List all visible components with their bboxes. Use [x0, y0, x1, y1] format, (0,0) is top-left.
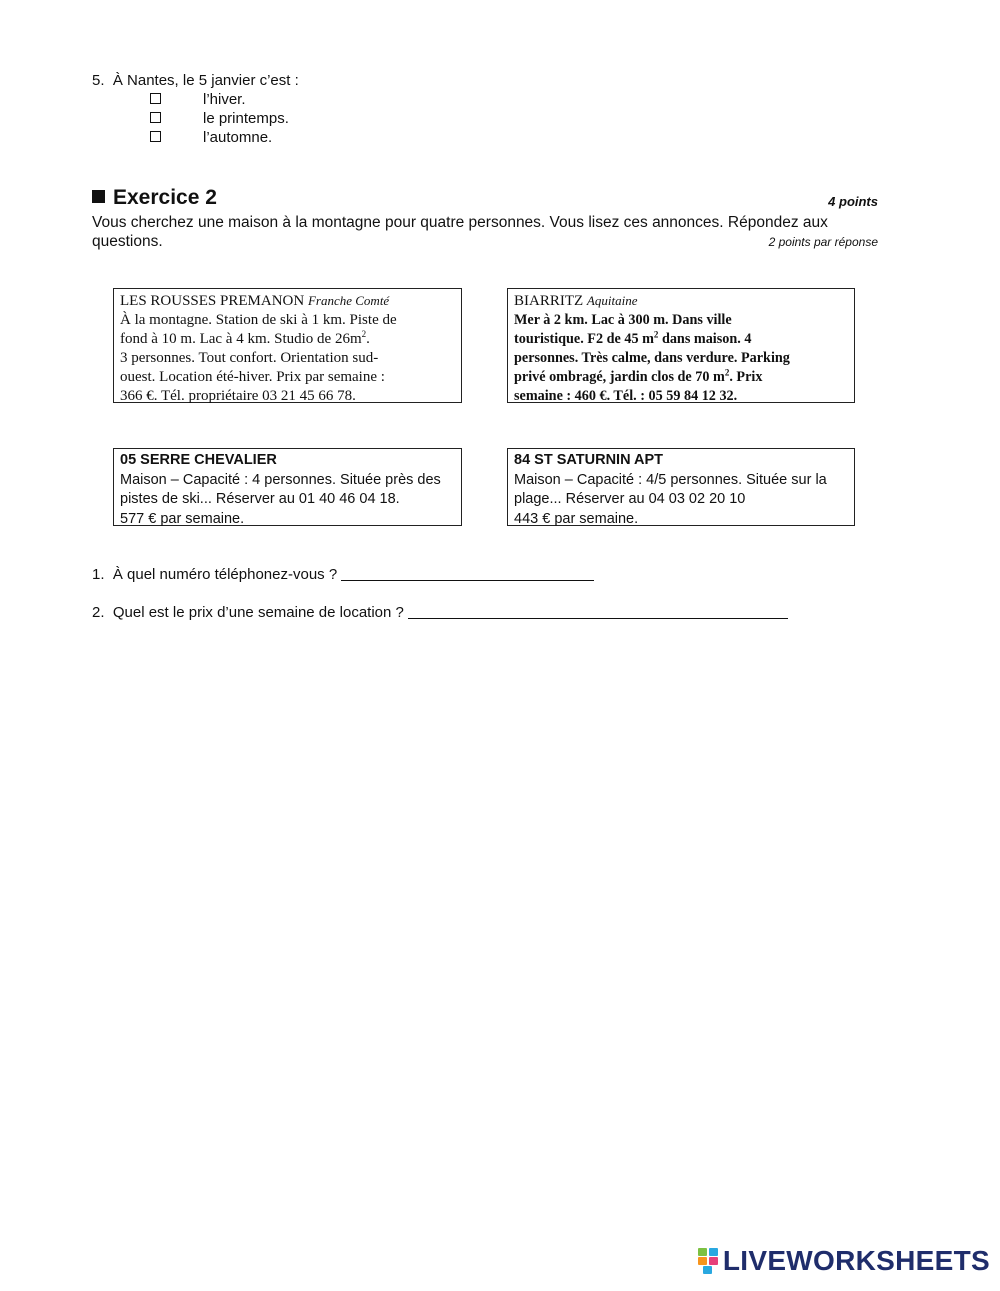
exercise-title	[92, 186, 217, 210]
question-2	[92, 604, 788, 621]
points-per-answer: 2 points par réponse	[768, 235, 878, 249]
ad-line: semaine : 460 €. Tél. : 05 59 84 12 32.	[514, 388, 738, 404]
ad-line-text: fond à 10 m. Lac à 4 km. Studio de 26m	[120, 331, 362, 347]
ad-biarritz	[507, 288, 855, 403]
ad-line-text: dans maison. 4	[658, 331, 752, 347]
question-text: Quel est le prix d’une semaine de location ?	[112, 604, 404, 621]
ad-line	[514, 368, 848, 387]
superscript: 2	[361, 329, 367, 339]
liveworksheets-logo-icon	[698, 1248, 720, 1274]
ad-line: À la montagne. Station de ski à 1 km. Piste de	[120, 312, 397, 328]
checkbox-icon[interactable]	[150, 93, 161, 104]
option-hiver[interactable]	[150, 91, 246, 108]
ad-line: 577 € par semaine.	[120, 510, 245, 527]
liveworksheets-logo	[698, 1245, 990, 1277]
ad-serre-chevalier	[113, 448, 462, 526]
question-number: 5.	[92, 72, 105, 89]
square-bullet-icon	[92, 190, 105, 203]
ad-line: Maison – Capacité : 4 personnes. Située près des	[120, 471, 441, 488]
option-label: l’automne.	[203, 129, 273, 146]
ad-line: personnes. Très calme, dans verdure. Parking	[514, 350, 790, 366]
ad-line	[514, 330, 848, 349]
ad-st-saturnin	[507, 448, 855, 526]
answer-field[interactable]	[341, 566, 594, 581]
ad-line: plage... Réserver au 04 03 02 20 10	[514, 491, 746, 507]
option-label: l’hiver.	[203, 91, 246, 108]
ad-header	[514, 291, 848, 311]
exercise-title-text: Exercice 2	[113, 186, 217, 209]
logo-square	[709, 1248, 718, 1256]
option-automne[interactable]	[150, 129, 272, 146]
logo-square	[703, 1266, 712, 1274]
ad-name: LES ROUSSES PREMANON	[120, 293, 305, 309]
ad-line: 366 €. Tél. propriétaire 03 21 45 66 78.	[120, 388, 356, 404]
logo-text: LIVEWORKSHEETS	[722, 1245, 990, 1276]
logo-square	[698, 1257, 707, 1265]
question-1	[92, 566, 594, 583]
ad-line: ouest. Location été-hiver. Prix par semaine :	[120, 369, 385, 385]
ad-name: 05 SERRE CHEVALIER	[120, 452, 277, 468]
question-number: 1.	[92, 566, 105, 583]
ad-line-text: touristique. F2 de 45 m	[514, 331, 654, 347]
ad-les-rousses	[113, 288, 462, 403]
ad-line-text: privé ombragé, jardin clos de 70 m	[514, 369, 725, 385]
exercise-points: 4 points	[828, 194, 878, 209]
option-label: le printemps.	[203, 110, 289, 127]
ad-line: fond à 10 m. Lac à 4 km. Studio de $26m^2$.	[120, 329, 370, 347]
ad-name: BIARRITZ	[514, 293, 584, 309]
logo-square	[709, 1257, 718, 1265]
ad-region: Aquitaine	[586, 293, 638, 308]
question-number: 2.	[92, 604, 105, 621]
ad-header	[120, 291, 455, 311]
ad-name: 84 ST SATURNIN APT	[514, 452, 664, 468]
ad-line: Mer à 2 km. Lac à 300 m. Dans ville	[514, 312, 732, 328]
question-prompt: À Nantes, le 5 janvier c’est :	[112, 72, 299, 89]
logo-square	[698, 1248, 707, 1256]
checkbox-icon[interactable]	[150, 112, 161, 123]
checkbox-icon[interactable]	[150, 131, 161, 142]
ad-line-text: . Prix	[729, 369, 763, 385]
superscript: 2	[653, 329, 659, 340]
answer-field[interactable]	[408, 604, 788, 619]
option-printemps[interactable]	[150, 110, 289, 127]
ad-region: Franche Comté	[307, 293, 390, 308]
question-5	[92, 72, 299, 89]
ad-line: Maison – Capacité : 4/5 personnes. Située sur la	[514, 471, 827, 488]
ad-line: 3 personnes. Tout confort. Orientation sud-	[120, 350, 379, 366]
ad-line: 443 € par semaine.	[514, 510, 639, 527]
superscript: 2	[724, 367, 730, 378]
ad-line: pistes de ski... Réserver au 01 40 46 04 18.	[120, 491, 400, 507]
question-text: À quel numéro téléphonez-vous ?	[112, 566, 338, 583]
exercise-intro: Vous cherchez une maison à la montagne pour quatre personnes. Vous lisez ces annonces. Répondez aux questions.	[92, 214, 828, 250]
